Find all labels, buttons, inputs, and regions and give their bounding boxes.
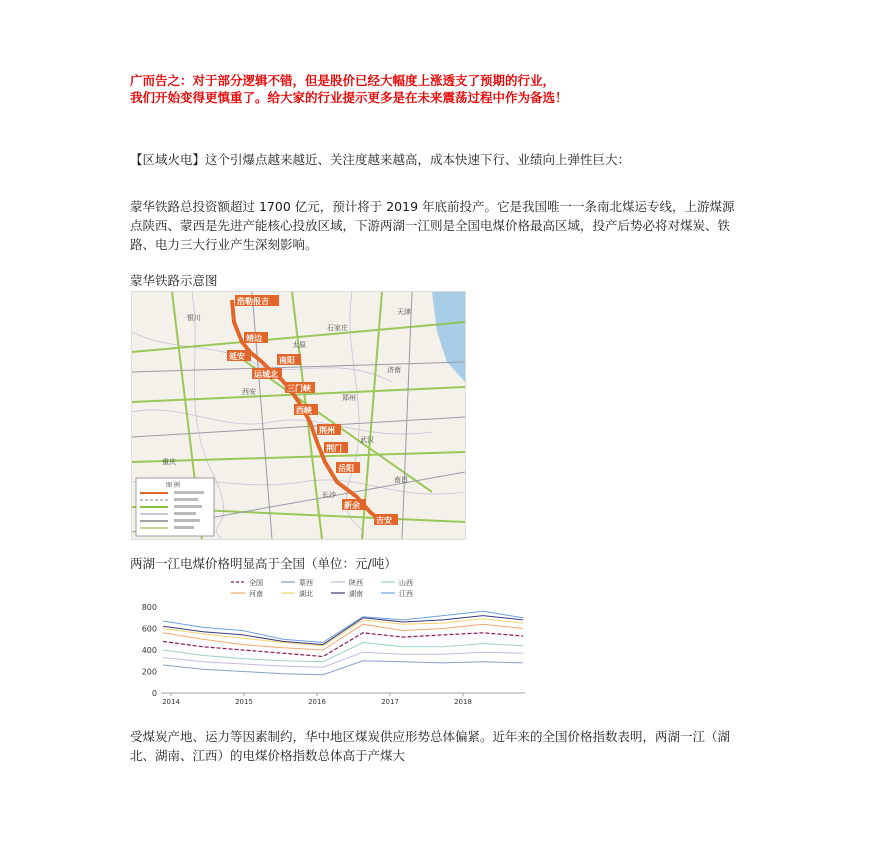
x-tick-label-2: 2016: [308, 698, 326, 705]
chart-caption: 两湖一江电煤价格明显高于全国（单位：元/吨）: [130, 556, 397, 571]
notice-line-2: 我们开始变得更慎重了。给大家的行业提示更多是在未来震荡过程中作为备选！: [130, 90, 568, 105]
station-label-8: 岳阳: [338, 464, 354, 473]
place-label-9: 南昌: [394, 476, 408, 484]
legend-label-4: 河南: [249, 590, 263, 598]
station-label-4: 三门峡: [287, 384, 311, 393]
station-label-9: 新余: [344, 501, 360, 510]
legend-label-1: 蒙西: [299, 579, 313, 587]
section-regional-power: 【区域火电】这个引爆点越来越近、关注度越来越高，成本快速下行、业绩向上弹性巨大：: [130, 152, 631, 167]
y-tick-label-4: 800: [141, 603, 157, 612]
map-caption: 蒙华铁路示意图: [130, 273, 218, 288]
place-label-1: 石家庄: [327, 324, 348, 332]
station-label-10: 吉安: [376, 516, 392, 525]
railway-map: [131, 291, 466, 540]
station-label-1: 靖边: [246, 334, 262, 343]
place-label-10: 重庆: [162, 458, 176, 466]
y-tick-label-2: 400: [141, 646, 157, 655]
station-label-6: 荆州: [319, 426, 335, 435]
section-menghua-railway: 蒙华铁路总投资额超过 1700 亿元，预计将于 2019 年底前投产。它是我国唯一一条南北煤运专线，上游煤源点陕西、蒙西是先进产能核心投放区域，下游两湖一江则是全国电煤价格最高区域，投产后势必将对煤炭、铁路、电力三大行业产生深刻影响。: [130, 199, 735, 252]
legend-label-0: 全国: [249, 579, 263, 587]
place-label-0: 银川: [187, 314, 201, 322]
place-label-3: 太原: [292, 341, 306, 349]
y-tick-label-1: 200: [141, 667, 157, 677]
station-label-5: 西峡: [296, 406, 312, 415]
legend-label-3: 山西: [399, 579, 413, 587]
notice-line-1: 广而告之：对于部分逻辑不错，但是股价已经大幅度上涨透支了预期的行业，: [130, 73, 556, 88]
station-label-3: 运城北: [254, 370, 278, 379]
place-label-8: 长沙: [322, 491, 336, 499]
notice-text: [130, 72, 750, 106]
station-label-0: 浩勒报吉: [237, 297, 269, 306]
coal-price-chart-graphic: [131, 575, 531, 705]
x-tick-label-4: 2018: [454, 698, 472, 705]
station-label-7: 荆门: [326, 444, 342, 453]
y-tick-label-3: 600: [141, 624, 157, 634]
series-line-3: [163, 643, 523, 662]
railway-map-graphic: [132, 292, 465, 539]
coal-price-chart: [131, 575, 531, 705]
legend-label-7: 江西: [399, 590, 413, 598]
x-tick-label-0: 2014: [162, 698, 180, 705]
legend-label-5: 湖北: [299, 590, 313, 598]
y-tick-label-0: 0: [151, 689, 157, 698]
section-central-china-supply: 受煤炭产地、运力等因素制约，华中地区煤炭供应形势总体偏紧。近年来的全国价格指数表明，两湖一江（湖北、湖南、江西）的电煤价格指数总体高于产煤大: [130, 729, 731, 763]
legend-label-6: 湖南: [349, 590, 363, 598]
place-label-5: 郑州: [342, 394, 356, 402]
series-line-5: [163, 619, 523, 646]
x-tick-label-1: 2015: [235, 698, 253, 705]
legend-label-2: 陕西: [349, 579, 363, 587]
station-label-11: 南阳: [279, 356, 295, 365]
series-line-7: [163, 611, 523, 642]
series-line-2: [163, 652, 523, 667]
legend-title: 图 例: [166, 482, 180, 489]
place-label-6: 西安: [242, 388, 256, 396]
place-label-7: 武汉: [360, 436, 374, 444]
x-tick-label-3: 2017: [381, 698, 399, 705]
place-label-2: 天津: [397, 308, 411, 316]
station-label-2: 延安: [229, 352, 245, 361]
place-label-4: 济南: [387, 366, 401, 374]
